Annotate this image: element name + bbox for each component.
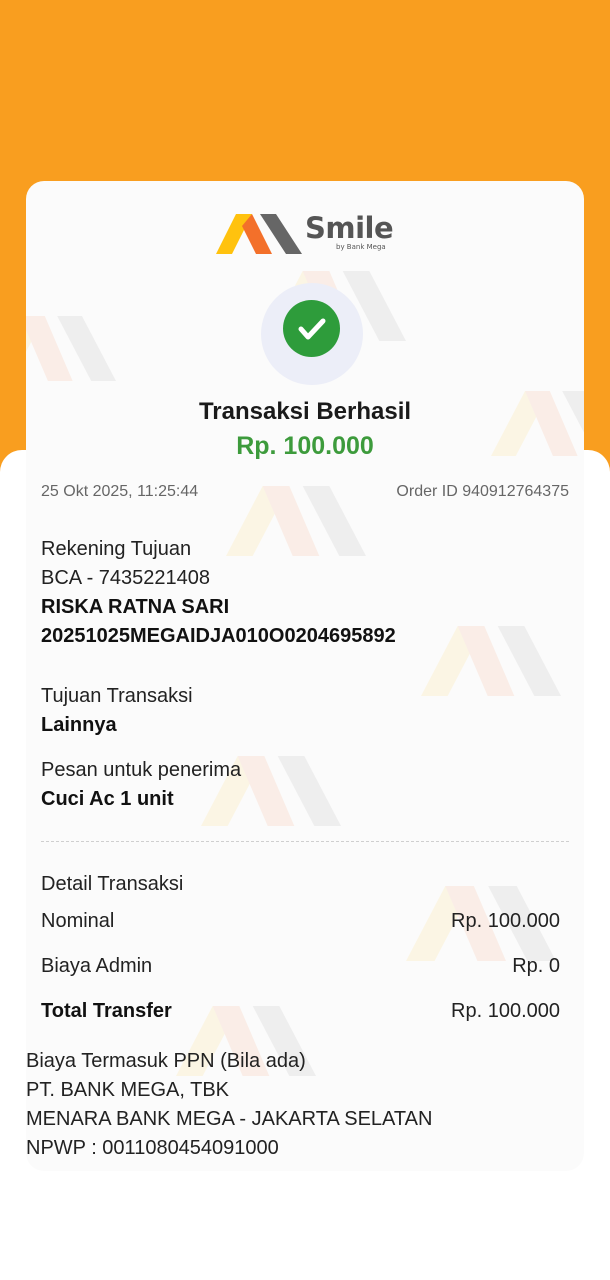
order-id: Order ID 940912764375 [396, 483, 569, 500]
transaction-amount: Rp. 100.000 [236, 432, 374, 460]
message-value: Cuci Ac 1 unit [41, 788, 174, 810]
purpose-label: Tujuan Transaksi [41, 685, 193, 707]
transaction-reference: 20251025MEGAIDJA010O0204695892 [41, 625, 396, 647]
brand-tagline: by Bank Mega [336, 243, 386, 251]
transaction-status-title: Transaksi Berhasil [198, 398, 412, 425]
check-circle-icon [283, 300, 340, 357]
receipt-card [26, 181, 584, 1171]
nominal-label: Nominal [41, 910, 115, 932]
watermark-logo-icon [226, 481, 366, 561]
message-label: Pesan untuk penerima [41, 759, 242, 781]
admin-fee-label: Biaya Admin [41, 955, 153, 977]
brand-name: Smile [305, 211, 394, 245]
details-heading: Detail Transaksi [41, 873, 184, 895]
watermark-logo-icon [26, 311, 116, 386]
footer-address: MENARA BANK MEGA - JAKARTA SELATAN [26, 1108, 433, 1130]
footer-npwp: NPWP : 0011080454091000 [26, 1137, 279, 1159]
recipient-name: RISKA RATNA SARI [41, 596, 230, 618]
purpose-value: Lainnya [41, 714, 117, 736]
transaction-datetime: 25 Okt 2025, 11:25:44 [41, 483, 199, 500]
recipient-account: BCA - 7435221408 [41, 567, 211, 589]
recipient-label: Rekening Tujuan [41, 538, 192, 560]
footer-tax-note: Biaya Termasuk PPN (Bila ada) [26, 1050, 306, 1072]
total-transfer-label: Total Transfer [41, 1000, 172, 1022]
admin-fee-value: Rp. 0 [512, 955, 560, 977]
watermark-logo-icon [421, 621, 561, 701]
dashed-divider [41, 841, 569, 842]
total-transfer-value: Rp. 100.000 [451, 1000, 560, 1022]
nominal-value: Rp. 100.000 [451, 910, 560, 932]
footer-company: PT. BANK MEGA, TBK [26, 1079, 230, 1101]
